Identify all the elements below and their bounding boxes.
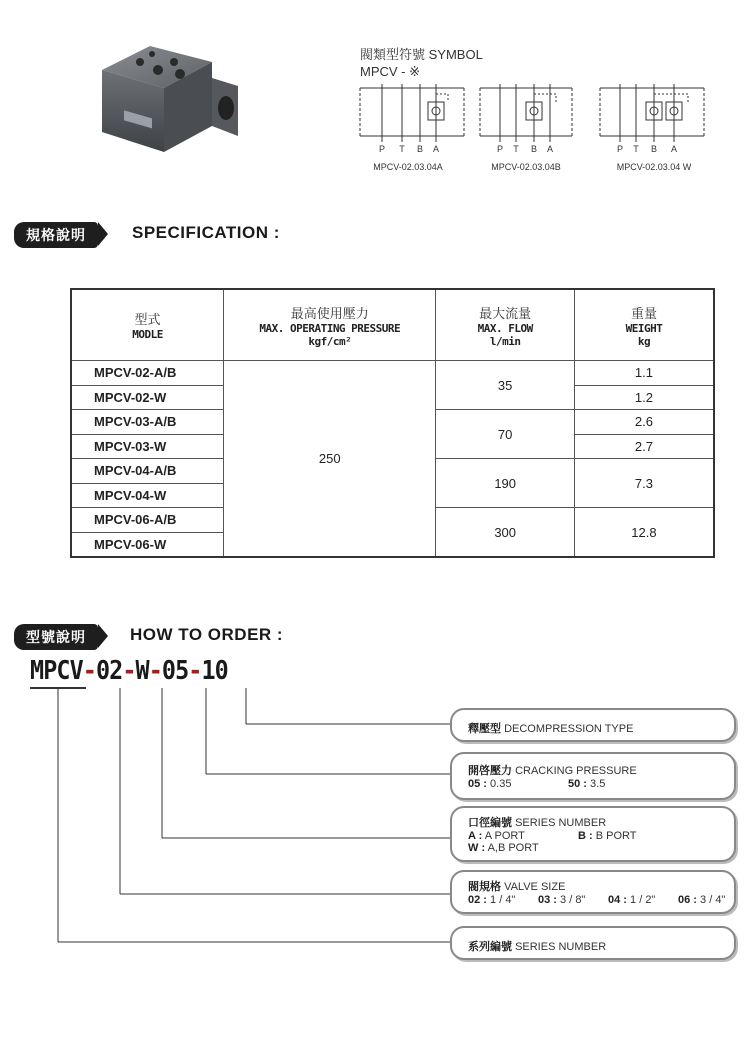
code-port: W [135, 656, 149, 686]
header-pressure [224, 289, 436, 361]
header-en: MAX. FLOW [477, 321, 533, 335]
model-cell: MPCV-03-A/B [71, 410, 224, 435]
header-weight [574, 289, 714, 361]
option-value: B PORT [595, 830, 637, 842]
header-unit: kg [637, 334, 651, 348]
weight-cell: 2.6 [574, 410, 714, 435]
option-value: 1 / 2" [630, 894, 656, 906]
port-label: P [496, 144, 504, 154]
table-row [71, 361, 714, 386]
port-label: P [378, 144, 386, 154]
model-cell: MPCV-03-W [71, 434, 224, 459]
option-key: B : [578, 830, 593, 842]
model-cell: MPCV-06-W [71, 532, 224, 557]
spec-badge: 規格說明 [14, 222, 98, 248]
weight-cell: 1.2 [574, 385, 714, 410]
port-label: T [399, 144, 405, 154]
model-cell: MPCV-02-A/B [71, 361, 224, 386]
weight-cell: 12.8 [574, 508, 714, 558]
flow-cell: 190 [436, 459, 575, 508]
flow-cell: 300 [436, 508, 575, 558]
box-title-zh: 開啓壓力 [468, 765, 512, 777]
option-value: 1 / 4" [490, 894, 516, 906]
order-title: HOW TO ORDER : [130, 625, 284, 644]
option-key: A : [468, 830, 483, 842]
hydraulic-symbols [352, 80, 712, 176]
box-title-en: SERIES NUMBER [515, 817, 607, 829]
spec-title: SPECIFICATION : [132, 223, 280, 242]
model-cell: MPCV-06-A/B [71, 508, 224, 533]
header-flow [436, 289, 575, 361]
box-title-en: DECOMPRESSION TYPE [504, 723, 634, 735]
code-size: 02 [95, 656, 123, 686]
symbol-diagram-a [360, 84, 464, 142]
option-value: A PORT [484, 830, 525, 842]
header-en: MAX. OPERATING PRESSURE [259, 321, 401, 335]
option-value: 0.35 [490, 778, 512, 790]
option-key: 02 : [468, 894, 487, 906]
header-zh: 重量 [630, 305, 657, 321]
weight-cell: 2.7 [574, 434, 714, 459]
code-series: MPCV [30, 656, 83, 686]
symbol-title: 閥類型符號 SYMBOL [360, 47, 483, 62]
option-value: A,B PORT [487, 842, 539, 854]
option-key: 04 : [608, 894, 627, 906]
code-cracking: 05 [161, 656, 189, 686]
symbol-subtitle: MPCV - ※ [360, 64, 421, 79]
port-label: B [416, 144, 424, 154]
port-label: A [432, 144, 440, 154]
code-sep: - [122, 656, 136, 686]
option-key: W : [468, 842, 486, 854]
model-cell: MPCV-02-W [71, 385, 224, 410]
header-en: WEIGHT [625, 321, 663, 335]
pressure-cell: 250 [224, 361, 436, 558]
option-value: 3 / 8" [560, 894, 586, 906]
option-key: 03 : [538, 894, 557, 906]
box-title-en: SERIES NUMBER [515, 941, 607, 953]
box-title-en: VALVE SIZE [504, 881, 566, 893]
header-unit: l/min [489, 334, 521, 348]
port-label: B [530, 144, 538, 154]
header-zh: 最大流量 [479, 305, 532, 321]
header-en: MODLE [132, 328, 163, 341]
weight-cell: 7.3 [574, 459, 714, 508]
table-header-row [71, 289, 714, 361]
port-label: T [633, 144, 639, 154]
option-value: 3.5 [590, 778, 606, 790]
port-label: B [650, 144, 658, 154]
option-key: 05 : [468, 778, 487, 790]
box-title-zh: 口徑編號 [468, 817, 512, 829]
series-number-box [450, 926, 736, 960]
valve-size-box [450, 870, 736, 914]
flow-cell: 35 [436, 361, 575, 410]
model-cell: MPCV-04-A/B [71, 459, 224, 484]
spec-table [70, 288, 715, 558]
code-decompression: 10 [201, 656, 228, 686]
weight-cell: 1.1 [574, 361, 714, 386]
decompression-type-box [450, 708, 736, 742]
symbol-diagram-w [600, 84, 704, 142]
code-sep: - [82, 656, 96, 686]
symbol-diagram-b [480, 84, 572, 142]
box-title-zh: 系列編號 [468, 941, 512, 953]
header-model [71, 289, 224, 361]
port-label: A [546, 144, 554, 154]
symbol-label: MPCV-02.03.04 W [616, 162, 692, 172]
header-zh: 最高使用壓力 [290, 305, 369, 321]
header-zh: 型式 [134, 312, 161, 327]
valve-product-photo [88, 40, 248, 168]
port-label: A [670, 144, 678, 154]
symbol-label: MPCV-02.03.04A [373, 162, 443, 172]
box-title-en: CRACKING PRESSURE [515, 765, 637, 777]
port-label: T [513, 144, 519, 154]
option-key: 06 : [678, 894, 697, 906]
option-value: 3 / 4" [700, 894, 726, 906]
model-cell: MPCV-04-W [71, 483, 224, 508]
option-key: 50 : [568, 778, 587, 790]
code-sep: - [188, 656, 202, 686]
port-series-box [450, 806, 736, 862]
box-title-zh: 閥規格 [468, 881, 501, 893]
symbol-label: MPCV-02.03.04B [491, 162, 561, 172]
flow-cell: 70 [436, 410, 575, 459]
code-sep: - [148, 656, 162, 686]
box-title-zh: 釋壓型 [468, 723, 501, 735]
cracking-pressure-box [450, 752, 736, 800]
order-badge: 型號說明 [14, 624, 98, 650]
header-unit: kgf/cm² [308, 334, 352, 348]
port-label: P [616, 144, 624, 154]
